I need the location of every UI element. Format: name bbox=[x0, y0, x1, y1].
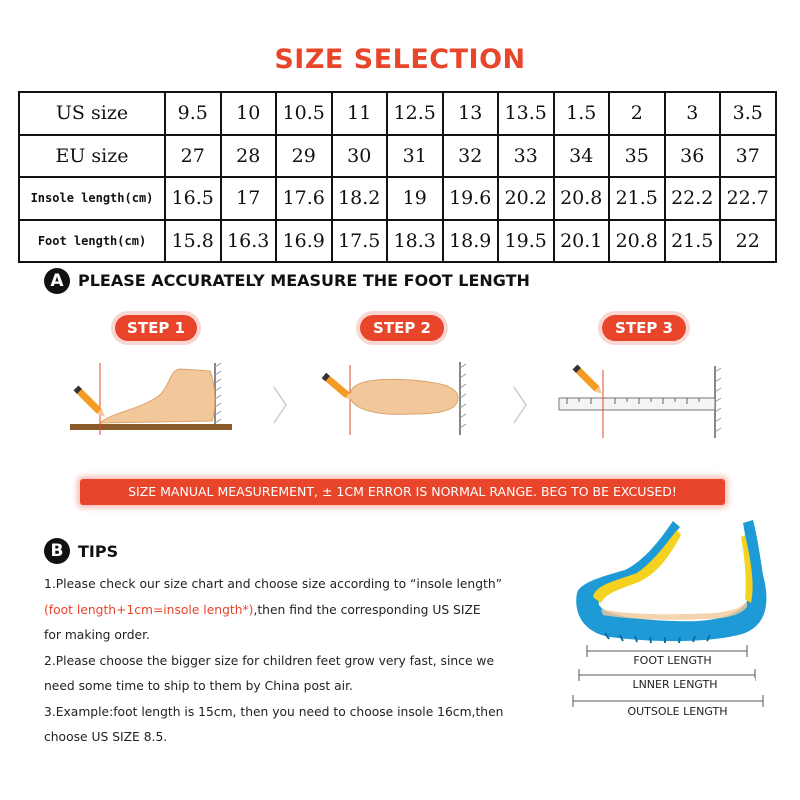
size-table-cell: 10.5 bbox=[276, 92, 332, 135]
size-table-row-label: Foot length(cm) bbox=[19, 220, 165, 263]
size-table-row bbox=[19, 220, 776, 263]
size-table-cell: 27 bbox=[165, 135, 221, 178]
page-title: SIZE SELECTION bbox=[274, 44, 526, 75]
size-table-cell: 2 bbox=[609, 92, 665, 135]
size-table-cell: 13 bbox=[443, 92, 499, 135]
tips-line-text: for making order. bbox=[44, 628, 150, 642]
step-3-label: STEP 3 bbox=[602, 315, 686, 341]
size-table-cell: 37 bbox=[720, 135, 776, 178]
size-table-cell: 19.5 bbox=[498, 220, 554, 263]
tips-highlight-text: (foot length+1cm=insole length*) bbox=[44, 602, 254, 617]
step-1-label: STEP 1 bbox=[115, 315, 197, 341]
size-table-row-label: Insole length(cm) bbox=[19, 177, 165, 220]
size-table-cell: 15.8 bbox=[165, 220, 221, 263]
measurement-error-notice: SIZE MANUAL MEASUREMENT, ± 1CM ERROR IS NORMAL RANGE. BEG TO BE EXCUSED! bbox=[80, 479, 725, 505]
tips-line bbox=[44, 626, 544, 652]
section-b-badge: B bbox=[44, 538, 70, 564]
size-table-cell: 21.5 bbox=[665, 220, 721, 263]
tips-line-text: choose US SIZE 8.5. bbox=[44, 730, 168, 744]
section-b-heading: TIPS bbox=[78, 542, 119, 561]
size-table-cell: 17 bbox=[221, 177, 277, 220]
tips-line-text: 2.Please choose the bigger size for children feet grow very fast, since we bbox=[44, 653, 495, 668]
size-table-cell: 10 bbox=[221, 92, 277, 135]
tips-line bbox=[44, 728, 544, 754]
chevron-right-icon bbox=[272, 385, 288, 425]
tips-line-text: 1.Please check our size chart and choose size according to “insole length” bbox=[44, 577, 503, 591]
size-table-cell: 17.5 bbox=[332, 220, 388, 263]
tips-line-text: need some time to ship to them by China post air. bbox=[44, 679, 353, 693]
size-table-cell: 9.5 bbox=[165, 92, 221, 135]
step-2-foot-top-illustration bbox=[320, 360, 470, 440]
tips-line bbox=[44, 601, 544, 627]
size-table-row-label: EU size bbox=[19, 135, 165, 178]
size-chart-table bbox=[18, 91, 777, 263]
step-3-ruler-illustration bbox=[555, 362, 725, 442]
size-table-cell: 16.5 bbox=[165, 177, 221, 220]
size-table-cell: 3.5 bbox=[720, 92, 776, 135]
size-table-cell: 20.1 bbox=[554, 220, 610, 263]
tips-line-text: 3.Example:foot length is 15cm, then you need to choose insole 16cm,then bbox=[44, 704, 504, 719]
size-table-row bbox=[19, 177, 776, 220]
chevron-right-icon bbox=[512, 385, 528, 425]
size-table-cell: 17.6 bbox=[276, 177, 332, 220]
size-table-cell: 16.3 bbox=[221, 220, 277, 263]
tips-line-text: ,then find the corresponding US SIZE bbox=[253, 602, 481, 617]
size-table-cell: 19 bbox=[387, 177, 443, 220]
size-table-cell: 16.9 bbox=[276, 220, 332, 263]
size-table-cell: 29 bbox=[276, 135, 332, 178]
size-table-cell: 20.2 bbox=[498, 177, 554, 220]
outsole-length-label: OUTSOLE LENGTH bbox=[595, 705, 760, 718]
size-table-cell: 30 bbox=[332, 135, 388, 178]
tips-line bbox=[44, 575, 544, 601]
size-table-cell: 33 bbox=[498, 135, 554, 178]
size-table-cell: 21.5 bbox=[609, 177, 665, 220]
tips-line bbox=[44, 677, 544, 703]
size-table-cell: 31 bbox=[387, 135, 443, 178]
size-table-cell: 34 bbox=[554, 135, 610, 178]
size-table-cell: 22.2 bbox=[665, 177, 721, 220]
size-table-cell: 18.3 bbox=[387, 220, 443, 263]
size-table-cell: 20.8 bbox=[609, 220, 665, 263]
foot-length-label: FOOT LENGTH bbox=[600, 654, 745, 667]
size-table-cell: 36 bbox=[665, 135, 721, 178]
size-table-cell: 18.2 bbox=[332, 177, 388, 220]
size-table-cell: 32 bbox=[443, 135, 499, 178]
tips-list bbox=[44, 575, 544, 754]
size-table-cell: 22.7 bbox=[720, 177, 776, 220]
size-table-cell: 19.6 bbox=[443, 177, 499, 220]
size-table-row bbox=[19, 92, 776, 135]
step-2-label: STEP 2 bbox=[360, 315, 444, 341]
size-table-cell: 1.5 bbox=[554, 92, 610, 135]
size-table-cell: 22 bbox=[720, 220, 776, 263]
size-table-row bbox=[19, 135, 776, 178]
section-a-heading: PLEASE ACCURATELY MEASURE THE FOOT LENGTH bbox=[78, 271, 530, 290]
size-table-cell: 13.5 bbox=[498, 92, 554, 135]
size-table-cell: 20.8 bbox=[554, 177, 610, 220]
inner-length-label: LNNER LENGTH bbox=[595, 678, 755, 691]
size-table-cell: 35 bbox=[609, 135, 665, 178]
size-table-cell: 18.9 bbox=[443, 220, 499, 263]
size-table-cell: 12.5 bbox=[387, 92, 443, 135]
size-table-row-label: US size bbox=[19, 92, 165, 135]
tips-line bbox=[44, 703, 544, 729]
tips-line bbox=[44, 652, 544, 678]
size-table-cell: 11 bbox=[332, 92, 388, 135]
size-table-cell: 3 bbox=[665, 92, 721, 135]
step-1-foot-side-illustration bbox=[70, 355, 240, 440]
section-a-badge: A bbox=[44, 268, 70, 294]
shoe-cross-section-illustration bbox=[565, 515, 780, 725]
size-table-cell: 28 bbox=[221, 135, 277, 178]
